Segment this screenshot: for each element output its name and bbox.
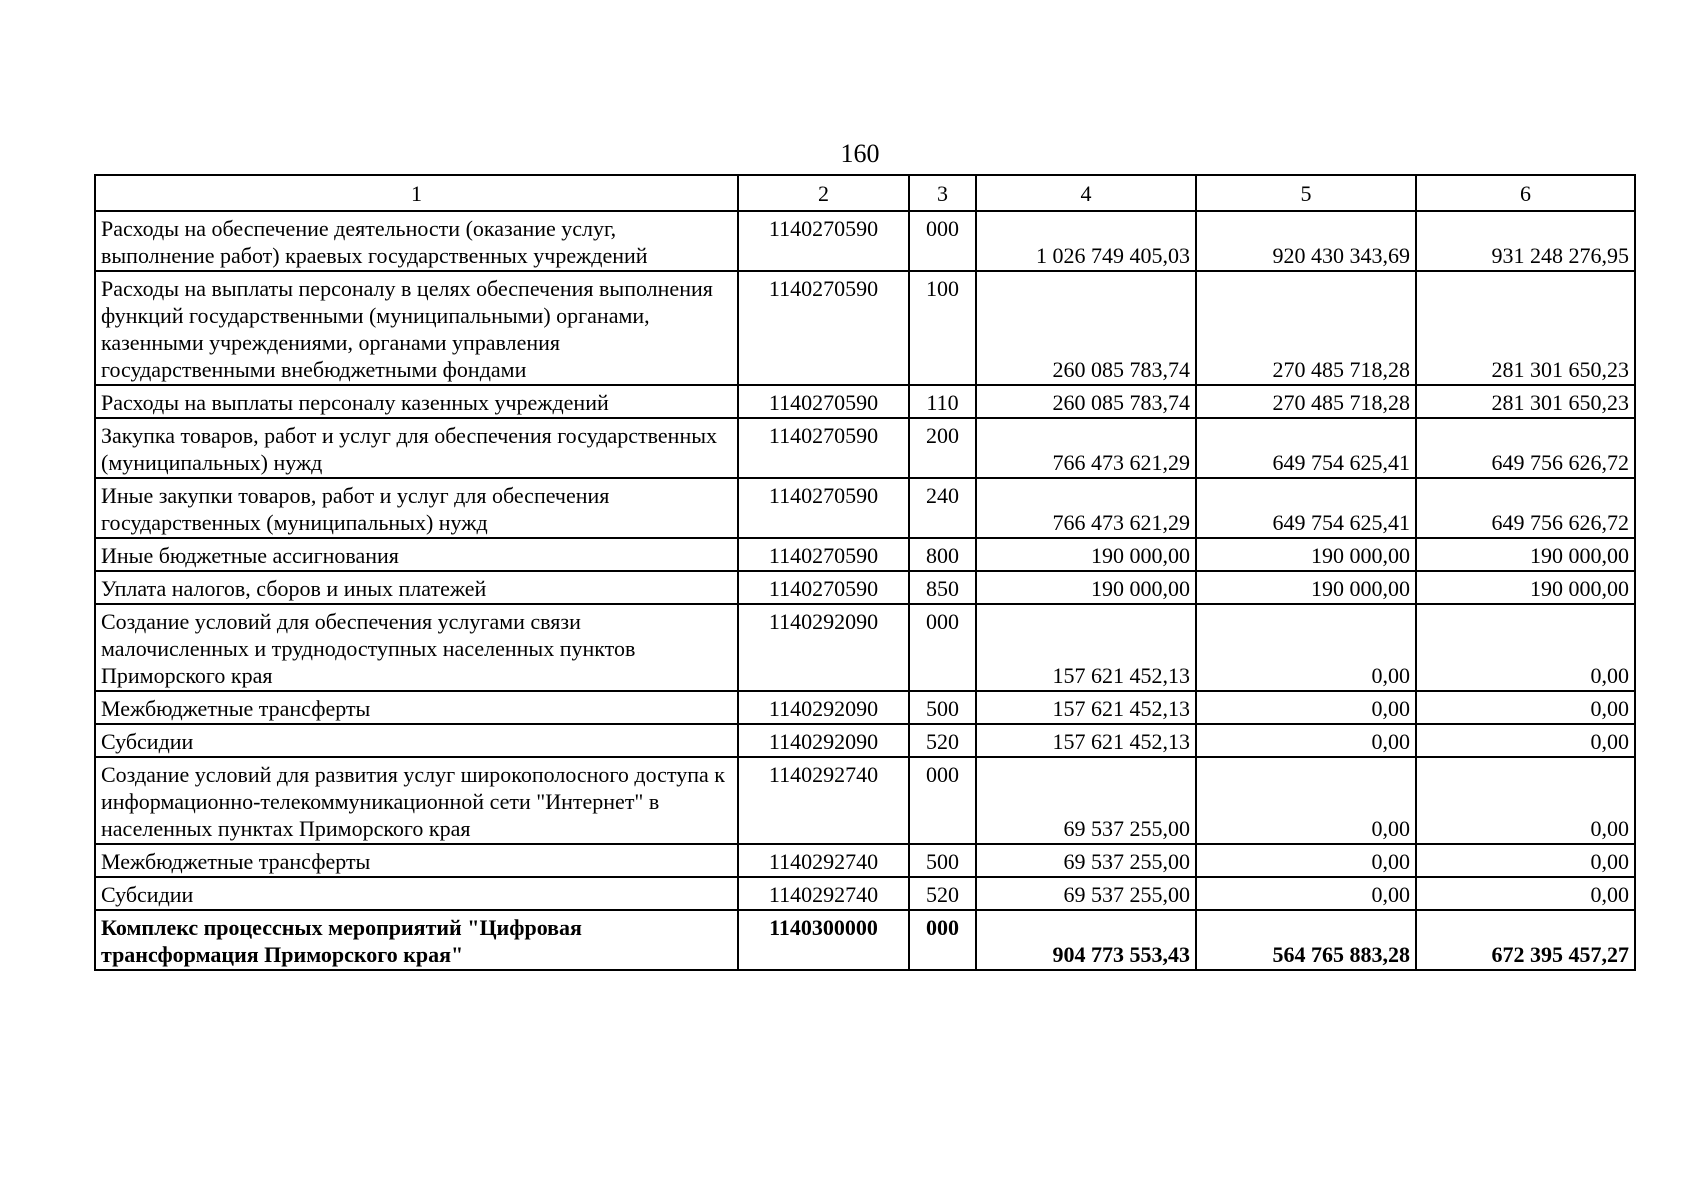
table-row (95, 271, 1635, 385)
row-value-2-cell: 270 485 718,28 (1196, 385, 1416, 418)
row-value-3-cell: 931 248 276,95 (1416, 211, 1635, 271)
row-name-cell: Создание условий для развития услуг широкополосного доступа к информационно-телекоммуникационной сети "Интернет" в населенных пунктах Приморского края (95, 757, 738, 844)
table-row (95, 418, 1635, 478)
row-code-cell: 1140270590 (738, 385, 909, 418)
row-value-2-cell: 0,00 (1196, 724, 1416, 757)
column-header: 4 (976, 175, 1196, 211)
row-value-3-cell: 0,00 (1416, 691, 1635, 724)
row-type-cell: 100 (909, 271, 976, 385)
row-value-1-cell: 766 473 621,29 (976, 418, 1196, 478)
table-body (95, 211, 1635, 970)
row-name-cell: Межбюджетные трансферты (95, 691, 738, 724)
row-value-2-cell: 0,00 (1196, 877, 1416, 910)
row-type-cell: 200 (909, 418, 976, 478)
row-code-cell: 1140292740 (738, 844, 909, 877)
row-value-1-cell: 69 537 255,00 (976, 844, 1196, 877)
row-value-1-cell: 190 000,00 (976, 538, 1196, 571)
column-header: 6 (1416, 175, 1635, 211)
row-type-cell: 850 (909, 571, 976, 604)
budget-table (94, 174, 1636, 971)
row-value-3-cell: 0,00 (1416, 724, 1635, 757)
row-value-1-cell: 904 773 553,43 (976, 910, 1196, 970)
table-row (95, 757, 1635, 844)
column-header: 1 (95, 175, 738, 211)
row-value-2-cell: 190 000,00 (1196, 538, 1416, 571)
row-type-cell: 800 (909, 538, 976, 571)
row-value-1-cell: 69 537 255,00 (976, 757, 1196, 844)
row-code-cell: 1140270590 (738, 211, 909, 271)
row-code-cell: 1140300000 (738, 910, 909, 970)
row-value-2-cell: 0,00 (1196, 691, 1416, 724)
row-value-3-cell: 649 756 626,72 (1416, 418, 1635, 478)
row-code-cell: 1140292740 (738, 877, 909, 910)
row-name-cell: Субсидии (95, 877, 738, 910)
row-type-cell: 240 (909, 478, 976, 538)
row-type-cell: 000 (909, 757, 976, 844)
row-value-3-cell: 649 756 626,72 (1416, 478, 1635, 538)
column-header: 2 (738, 175, 909, 211)
row-value-3-cell: 190 000,00 (1416, 571, 1635, 604)
row-code-cell: 1140270590 (738, 571, 909, 604)
table-row (95, 844, 1635, 877)
row-value-2-cell: 0,00 (1196, 604, 1416, 691)
table-row (95, 604, 1635, 691)
row-name-cell: Расходы на выплаты персоналу казенных учреждений (95, 385, 738, 418)
row-value-3-cell: 0,00 (1416, 604, 1635, 691)
row-type-cell: 500 (909, 844, 976, 877)
row-value-2-cell: 0,00 (1196, 757, 1416, 844)
table-row (95, 211, 1635, 271)
row-value-3-cell: 0,00 (1416, 877, 1635, 910)
row-name-cell: Межбюджетные трансферты (95, 844, 738, 877)
row-code-cell: 1140292090 (738, 724, 909, 757)
row-name-cell: Иные закупки товаров, работ и услуг для обеспечения государственных (муниципальных) нужд (95, 478, 738, 538)
table-row (95, 571, 1635, 604)
row-value-1-cell: 190 000,00 (976, 571, 1196, 604)
row-code-cell: 1140270590 (738, 271, 909, 385)
row-value-1-cell: 260 085 783,74 (976, 385, 1196, 418)
column-header: 3 (909, 175, 976, 211)
row-value-1-cell: 1 026 749 405,03 (976, 211, 1196, 271)
table-row (95, 724, 1635, 757)
row-value-1-cell: 157 621 452,13 (976, 604, 1196, 691)
row-value-1-cell: 260 085 783,74 (976, 271, 1196, 385)
row-value-3-cell: 190 000,00 (1416, 538, 1635, 571)
row-type-cell: 000 (909, 910, 976, 970)
row-name-cell: Создание условий для обеспечения услугами связи малочисленных и труднодоступных населенных пунктов Приморского края (95, 604, 738, 691)
row-value-2-cell: 649 754 625,41 (1196, 478, 1416, 538)
row-name-cell: Субсидии (95, 724, 738, 757)
row-code-cell: 1140292090 (738, 604, 909, 691)
row-name-cell: Расходы на выплаты персоналу в целях обеспечения выполнения функций государственными (муниципальными) органами, казенными учреждениями, органами управления государственными внебюджетными фондами (95, 271, 738, 385)
table-row (95, 478, 1635, 538)
row-name-cell: Расходы на обеспечение деятельности (оказание услуг, выполнение работ) краевых государственных учреждений (95, 211, 738, 271)
row-name-cell: Комплекс процессных мероприятий "Цифровая трансформация Приморского края" (95, 910, 738, 970)
row-value-2-cell: 190 000,00 (1196, 571, 1416, 604)
row-type-cell: 520 (909, 877, 976, 910)
row-code-cell: 1140292740 (738, 757, 909, 844)
row-value-1-cell: 766 473 621,29 (976, 478, 1196, 538)
row-value-2-cell: 270 485 718,28 (1196, 271, 1416, 385)
row-type-cell: 500 (909, 691, 976, 724)
row-value-2-cell: 564 765 883,28 (1196, 910, 1416, 970)
row-value-3-cell: 0,00 (1416, 844, 1635, 877)
row-value-2-cell: 649 754 625,41 (1196, 418, 1416, 478)
row-value-2-cell: 0,00 (1196, 844, 1416, 877)
table-row (95, 877, 1635, 910)
row-value-1-cell: 157 621 452,13 (976, 691, 1196, 724)
row-code-cell: 1140270590 (738, 478, 909, 538)
table-row (95, 910, 1635, 970)
row-value-3-cell: 672 395 457,27 (1416, 910, 1635, 970)
row-code-cell: 1140270590 (738, 538, 909, 571)
row-value-3-cell: 281 301 650,23 (1416, 271, 1635, 385)
page-number: 160 (840, 139, 880, 168)
row-value-2-cell: 920 430 343,69 (1196, 211, 1416, 271)
row-name-cell: Закупка товаров, работ и услуг для обеспечения государственных (муниципальных) нужд (95, 418, 738, 478)
row-code-cell: 1140292090 (738, 691, 909, 724)
row-name-cell: Иные бюджетные ассигнования (95, 538, 738, 571)
table-row (95, 691, 1635, 724)
row-value-1-cell: 157 621 452,13 (976, 724, 1196, 757)
row-type-cell: 000 (909, 604, 976, 691)
row-type-cell: 000 (909, 211, 976, 271)
row-value-3-cell: 0,00 (1416, 757, 1635, 844)
table-row (95, 538, 1635, 571)
row-value-1-cell: 69 537 255,00 (976, 877, 1196, 910)
row-value-3-cell: 281 301 650,23 (1416, 385, 1635, 418)
column-header: 5 (1196, 175, 1416, 211)
table-row (95, 385, 1635, 418)
row-type-cell: 110 (909, 385, 976, 418)
row-type-cell: 520 (909, 724, 976, 757)
row-name-cell: Уплата налогов, сборов и иных платежей (95, 571, 738, 604)
row-code-cell: 1140270590 (738, 418, 909, 478)
table-header-row (95, 175, 1635, 211)
